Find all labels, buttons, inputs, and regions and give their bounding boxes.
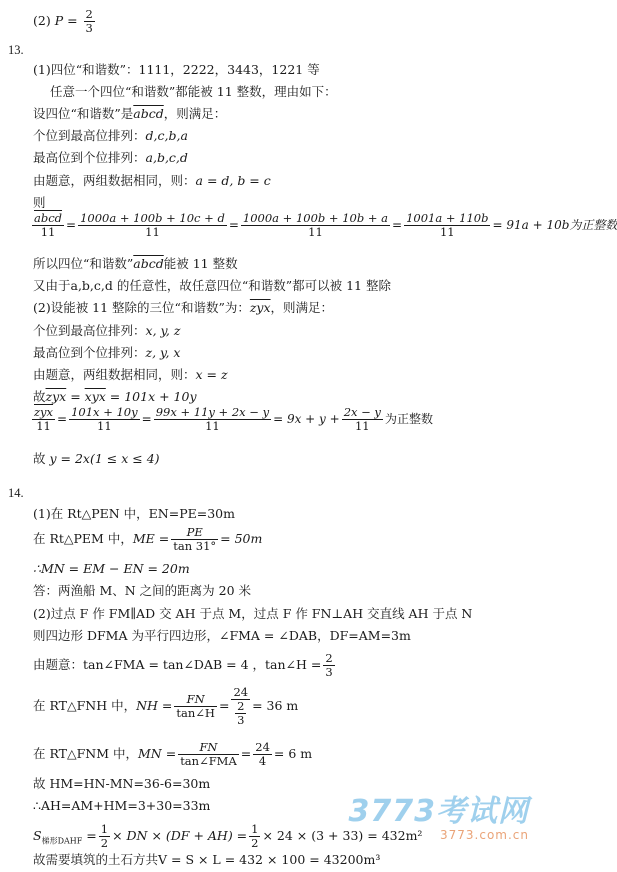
q14-line-9 [33,741,312,768]
q13-line-15 [33,389,197,405]
q13-abcd: abcd [133,106,164,121]
p-den: 3 [85,21,93,35]
q13-g4b: 为正整数 [384,412,433,426]
q14-line-7 [33,652,337,679]
q14-l12e: × 24 × (3 + 33) = 432m² [262,828,423,843]
q14-l8d2b: 3 [237,713,245,727]
q13-l13a: 最高位到个位排列： [33,345,146,360]
q14-l8b: NH = [136,698,173,713]
q14-l12d: 2 [100,836,109,850]
q14-l12d2: 2 [251,836,259,850]
q13-l15b: $\overline{zyx}$ [45,389,67,404]
q13-frac-1 [32,212,64,239]
q13-l15e: = 101x + 10y [105,389,197,404]
q14-l12-frac [99,823,110,850]
q13-l11b: $\overline{zyx}$ [249,300,271,315]
q14-l12n2: 1 [251,822,259,836]
q13-fraction-chain-2: $\frac{\overline{zyx}}{11}$ = $\frac{101x + 10y}{11}$ = $\frac{99x + 11y + 2x - y}{11}$ = 9x + y + $\frac{2x - y}{11}$ 为正整数 [34,405,433,433]
q13-f3n: 1000a + 100b + 10b + a [242,211,389,225]
q13-l5a: 最高位到个位排列： [33,150,146,165]
q14-l2-frac [171,526,218,553]
q13-l6b: a = d, b = c [195,173,271,188]
q14-l12n: 1 [100,822,109,836]
q13-line-1: (1)四位“和谐数”：1111，2222，3443，1221 等 [33,62,320,77]
q14-line-2 [33,526,262,553]
q14-l9n: FN [178,741,239,755]
q13-line-12 [33,323,180,339]
q14-l12c: × DN × (DF + AH) = [112,828,248,843]
watermark [349,786,530,842]
q14-line-8 [33,686,298,727]
q13-l15a: 故 [33,389,46,404]
q14-l2d: tan 31° [173,539,217,553]
q13-fraction-chain: $\frac{\text{abcd}}{11}$ = $\frac{1000a + 100b + 10c + d}{11}$ = $\frac{1000a + 100b + 10b + a}{11}$ = $\frac{1001a + 110b}{11}$ = 91a + 10b为正整数 [34,211,617,239]
q13-g-frac-1 [32,406,55,433]
q14-l2a: 在 Rt△PEM 中， [33,531,133,546]
q13-line-11 [33,300,333,316]
q14-l9d: tan∠FMA [180,754,237,768]
q13-g4n: 2x − y [343,405,381,419]
q13-g2n: 101x + 10y [71,405,138,419]
q13-l11c: ，则满足： [270,300,334,315]
q13-l12b: x, y, z [145,323,181,338]
q13-l14a: 由题意，两组数据相同，则： [33,367,196,382]
p-eq: = [63,13,82,28]
q13-l9b: abcd [133,256,164,271]
q13-line-14 [33,367,228,383]
q14-l8d: tan∠H [176,706,215,720]
watermark-logo: 3773考试网 [348,794,529,829]
q13-l9c: 能被 11 整数 [163,256,238,271]
q13-g-frac-2 [69,406,140,433]
q14-l9d2: 4 [258,754,267,768]
q13-frac-3 [241,212,390,239]
q14-l8-frac [174,693,217,720]
q13-f2d: 11 [145,225,160,239]
q13-f2n: 1000a + 100b + 10c + d [80,211,225,225]
q14-l8-inner-frac [235,700,246,727]
q14-number: 14. [8,486,24,500]
q13-l15d: $\overline{xyx}$ [84,389,106,404]
q13-line-4 [33,128,188,144]
q13-l6a: 由题意，两组数据相同，则： [33,173,196,188]
q13-l12a: 个位到最高位排列： [33,323,146,338]
q13-g4a: = 9x + y + [273,412,340,426]
q14-l9-frac-2 [253,741,272,768]
p-var: P [54,13,64,28]
q13-f1n: abcd [34,211,63,225]
q13-g1n: $\overline{zyx}$ [34,405,54,419]
q13-l4a: 个位到最高位排列： [33,128,146,143]
q14-l8c: = 36 m [252,698,299,713]
q13-l3c: ，则满足： [163,106,227,121]
q14-line-4: 答：两渔船 M、N 之间的距离为 20 米 [33,583,252,598]
q14-line-10: 故 HM=HN-MN=36-6=30m [33,776,211,791]
q13-line-7: 则 [33,195,46,210]
q14-l8a: 在 RT△FNH 中， [33,698,137,713]
q13-line-5 [33,150,188,166]
q14-l9e: = [240,746,252,761]
q13-l15c: = [66,389,85,404]
q14-line-5: (2)过点 F 作 FM∥AD 交 AH 于点 M，过点 F 作 FN⊥AH 交直线 AH 于点 N [33,606,473,621]
q13-line-10: 又由于a,b,c,d 的任意性，故任意四位“和谐数”都可以被 11 整除 [33,278,391,293]
q14-l8n: FN [174,693,217,707]
q14-l12-frac-2 [249,823,260,850]
p-label: (2) [33,13,55,28]
q13-frac-2 [78,212,227,239]
q13-l13b: z, y, x [145,345,181,360]
q13-l3a: 设四位“和谐数”是 [33,106,134,121]
q13-line-3 [33,106,226,122]
p-line [33,8,97,35]
q14-l7-frac [323,652,334,679]
q14-l2n: PE [171,526,218,540]
q13-line-13 [33,345,180,361]
q14-l12-s: S [33,828,42,843]
q14-l9b: MN = [138,746,177,761]
q13-f3d: 11 [308,225,323,239]
q14-l8e: = [218,698,230,713]
q13-f1d: 11 [40,225,56,239]
q13-l11a: (2)设能被 11 整除的三位“和谐数”为： [33,300,250,315]
q13-l5b: a,b,c,d [145,150,188,165]
p-num: 2 [85,7,93,21]
q13-l17a: 故 [33,451,50,466]
q13-l4b: d,c,b,a [145,128,188,143]
q14-l9n2: 24 [255,740,270,754]
q13-g-frac-3 [154,406,271,433]
q13-g4d: 11 [354,419,370,433]
q14-l7a: 由题意：tan∠FMA = tan∠DAB = 4 ，tan∠H = [33,657,322,672]
q14-l9-frac [178,741,239,768]
q14-l8n2: 24 [233,685,249,699]
q13-line-6 [33,173,271,189]
q13-l9a: 所以四位“和谐数” [33,256,134,271]
q14-line-6: 则四边形 DFMA 为平行四边形，∠FMA = ∠DAB，DF=AM=3m [33,628,411,643]
watermark-url: 3773.com.cn [440,828,529,842]
q14-l12-sub: 梯形DAHF [41,836,83,846]
p-fraction [84,8,95,35]
q14-l8d2a: 2 [237,699,245,713]
q14-l2c: = 50m [220,531,263,546]
q13-line-17 [33,451,160,467]
q14-l9a: 在 RT△FNM 中， [33,746,138,761]
q13-f4n: 1001a + 110b [406,211,489,225]
q13-g3d: 11 [205,419,220,433]
q14-line-11: ∴AH=AM+HM=3+30=33m [33,798,211,813]
q13-line-9 [33,256,238,272]
q14-line-3: ∴MN = EM − EN = 20m [33,561,190,576]
q13-g2d: 11 [97,419,112,433]
q14-line-13: 故需要填筑的土石方共V = S × L = 432 × 100 = 43200m³ [33,852,381,867]
q14-l7d: 3 [325,665,333,679]
q13-f4d: 11 [439,225,455,239]
q13-l17b: y = 2x(1 ≤ x ≤ 4) [49,451,160,466]
q13-g1d: 11 [36,419,51,433]
q14-line-1: (1)在 Rt△PEN 中，EN=PE=30m [33,506,235,521]
q14-l7n: 2 [325,651,333,665]
q14-l12b: = [82,828,97,843]
q13-line-2: 任意一个四位“和谐数”都能被 11 整数，理由如下： [50,84,337,99]
q14-l8-den-complex [231,700,250,727]
q14-l9c: = 6 m [273,746,313,761]
q14-l8-frac-2 [231,686,250,727]
q13-number: 13. [8,43,24,57]
q13-g-frac-4 [342,406,383,433]
q13-frac-4 [404,212,490,239]
q13-g3n: 99x + 11y + 2x − y [155,405,270,419]
q14-l2b: ME = [132,531,170,546]
q13-l14b: x = z [195,367,228,382]
q13-f-tail: = 91a + 10b为正整数 [492,218,617,232]
